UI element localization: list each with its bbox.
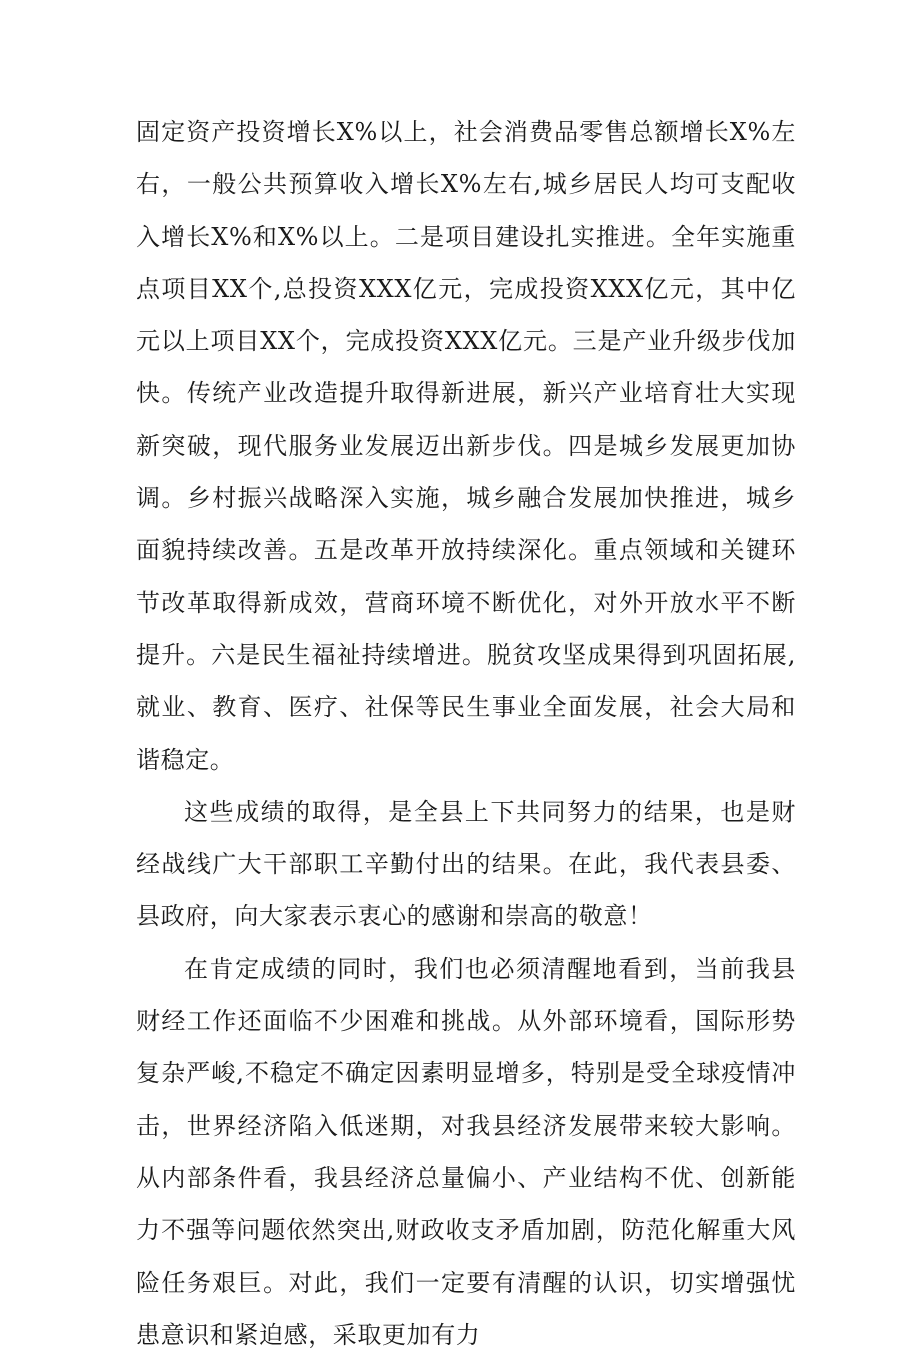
paragraph-1: 固定资产投资增长X%以上，社会消费品零售总额增长X%左右，一般公共预算收入增长X%左右,城乡居民人均可支配收入增长X%和X%以上。二是项目建设扎实推进。全年实施重点项目XX个,总投资XXX亿元，完成投资XXX亿元，其中亿元以上项目XX个，完成投资XXX亿元。三是产业升级步伐加快。传统产业改造提升取得新进展，新兴产业培育壮大实现新突破，现代服务业发展迈出新步伐。四是城乡发展更加协调。乡村振兴战略深入实施，城乡融合发展加快推进，城乡面貌持续改善。五是改革开放持续深化。重点领域和关键环节改革取得新成效，营商环境不断优化，对外开放水平不断提升。六是民生福祉持续增进。脱贫攻坚成果得到巩固拓展,就业、教育、医疗、社保等民生事业全面发展，社会大局和谐稳定。 [136, 118, 796, 774]
document-body [136, 106, 796, 1361]
paragraph-2: 这些成绩的取得，是全县上下共同努力的结果，也是财经战线广大干部职工辛勤付出的结果。在此，我代表县委、县政府，向大家表示衷心的感谢和崇高的敬意！ [136, 797, 796, 931]
paragraph-3: 在肯定成绩的同时，我们也必须清醒地看到，当前我县财经工作还面临不少困难和挑战。从外部环境看，国际形势复杂严峻,不稳定不确定因素明显增多，特别是受全球疫情冲击，世界经济陷入低迷期，对我县经济发展带来较大影响。从内部条件看，我县经济总量偏小、产业结构不优、创新能力不强等问题依然突出,财政收支矛盾加剧，防范化解重大风险任务艰巨。对此，我们一定要有清醒的认识，切实增强忧患意识和紧迫感，采取更加有力 [136, 954, 796, 1349]
